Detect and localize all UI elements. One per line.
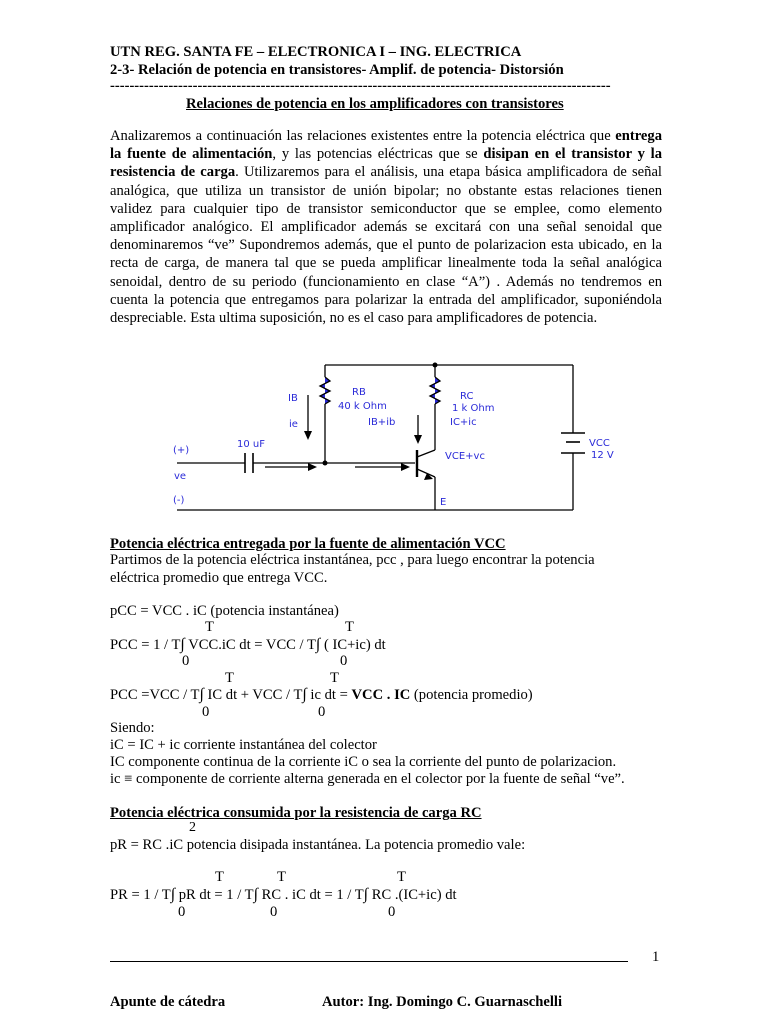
transistor-collector-leg — [417, 450, 435, 457]
label-ib: IB — [288, 393, 298, 404]
label-vcc-name: VCC — [589, 438, 610, 449]
siendo-label: Siendo: — [110, 720, 155, 736]
page-title: Relaciones de potencia en los amplificadores con transistores — [186, 96, 564, 112]
amplifier-circuit-diagram — [165, 355, 615, 520]
section2-title: Potencia eléctrica consumida por la resistencia de carga RC — [110, 805, 482, 821]
eq3-part-d: (potencia promedio) — [410, 687, 533, 703]
eq3-lower-limit-2: 0 — [318, 704, 326, 720]
pr-upper-limit-2: T — [277, 869, 286, 885]
footer-author: Autor: Ing. Domingo C. Guarnaschelli — [322, 994, 562, 1010]
section1-title: Potencia eléctrica entregada por la fuente de alimentación VCC — [110, 536, 506, 552]
section1-text-2: eléctrica promedio que entrega VCC. — [110, 570, 328, 586]
eq2-upper-limit-1: T — [205, 619, 214, 635]
equation-pr-instant: pR = RC .iC potencia disipada instantánea. La potencia promedio vale: — [110, 837, 526, 853]
integral-sign: ∫ — [253, 886, 258, 903]
section1-text-1: Partimos de la potencia eléctrica instantánea, pcc , para luego encontrar la potencia — [110, 552, 595, 568]
page-number: 1 — [652, 949, 660, 965]
intro-paragraph — [110, 127, 662, 327]
label-rb-value: 40 k Ohm — [338, 401, 387, 412]
pr-upper-limit-3: T — [397, 869, 406, 885]
equation-pcc-instant: pCC = VCC . iC (potencia instantánea) — [110, 603, 339, 619]
eq3-upper-limit-1: T — [225, 670, 234, 686]
integral-sign: ∫ — [363, 886, 369, 903]
exponent-2: 2 — [189, 820, 196, 835]
label-ic-total: IC+ic — [450, 417, 477, 428]
eq3-part-c: ic dt = — [306, 687, 352, 703]
definition-ic-dc: IC componente continua de la corriente iC o sea la corriente del punto de polarizacion. — [110, 754, 617, 770]
pr-lower-limit-3: 0 — [388, 904, 396, 920]
equation-pcc-result — [110, 686, 533, 704]
integral-sign: ∫ — [199, 686, 204, 703]
pr-part-a: PR = 1 / T — [110, 887, 171, 903]
pr-part-c: RC . iC dt = 1 / T — [257, 887, 364, 903]
rb-resistor-symbol — [320, 377, 330, 404]
eq2-lower-limit-1: 0 — [182, 653, 190, 669]
intro-bold-2: disipan en el transistor y la resistencia de carga — [110, 146, 662, 181]
pr-lower-limit-1: 0 — [178, 904, 186, 920]
label-minus: (-) — [173, 495, 185, 506]
label-rc-value: 1 k Ohm — [452, 403, 495, 414]
base-arrow-head — [401, 463, 410, 471]
label-vcc-value: 12 V — [591, 450, 614, 461]
eq3-upper-limit-2: T — [330, 670, 339, 686]
intro-text-3: . Utilizaremos para el análisis, una etapa básica amplificadora de señal analógica, que utiliza un transistor de unión bipolar; no obstante estas relaciones tienen validez para cualquier tipo de transistor semiconductor que se emplee, como elemento amplificador analógico. El amplificador además se excitará con una señal senoidal que denominaremos “ve” Supondremos además, que el punto de polarizacion esta ubicado, en la recta de carga, de manera tal que se pueda amplificar linealmente toda la señal analógica senoidal, dentro de su periodo (funcionamiento en clase “A”) . Además no tendremos en cuenta la potencia que entregamos para polarizar la entrada del amplificador, suponiéndola despreciable. Esta ultima suposición, no es el caso para amplificadores de potencia. — [110, 164, 662, 327]
header-line-2: 2-3- Relación de potencia en transistores- Amplif. de potencia- Distorsión — [110, 62, 564, 78]
footer-left: Apunte de cátedra — [110, 994, 226, 1010]
pr-part-b: pR dt = 1 / T — [175, 887, 254, 903]
intro-bold-1: entrega la fuente de alimentación — [110, 128, 662, 163]
integral-sign: ∫ — [302, 686, 307, 703]
eq2-part-a: PCC = 1 / T — [110, 637, 181, 653]
eq3-part-b: IC dt + VCC / T — [203, 687, 303, 703]
top-junction-dot — [433, 363, 438, 368]
label-ve: ve — [174, 471, 187, 482]
label-capacitor: 10 uF — [237, 439, 265, 450]
label-vce: VCE+vc — [445, 451, 485, 462]
definition-ic-ac: ic ≡ componente de corriente alterna generada en el colector por la fuente de señal “ve”. — [110, 771, 625, 787]
eq3-lower-limit-1: 0 — [202, 704, 210, 720]
pr-lower-limit-2: 0 — [270, 904, 278, 920]
label-emitter: E — [440, 497, 447, 508]
footer-rule — [110, 961, 628, 962]
label-rc-name: RC — [460, 391, 474, 402]
integral-sign: ∫ — [315, 636, 321, 653]
eq2-part-c: ( IC+ic) dt — [320, 637, 386, 653]
eq2-lower-limit-2: 0 — [340, 653, 348, 669]
integral-sign: ∫ — [170, 886, 176, 903]
integral-sign: ∫ — [180, 636, 185, 653]
pr-part-d: RC .(IC+ic) dt — [368, 887, 457, 903]
definition-ic-instant: iC = IC + ic corriente instantánea del colector — [110, 737, 377, 753]
input-arrow-head — [308, 463, 317, 471]
base-junction-dot — [323, 461, 328, 466]
intro-text-2: , y las potencias eléctricas que se — [272, 146, 484, 163]
label-ie: ie — [289, 419, 298, 430]
pr-upper-limit-1: T — [215, 869, 224, 885]
header-dashes: ------------------------------------------------------------------------------------------------------- — [110, 78, 611, 94]
eq3-part-a: PCC =VCC / T — [110, 687, 200, 703]
equation-pcc-average — [110, 636, 386, 654]
eq2-part-b: VCC.iC dt = VCC / T — [184, 637, 316, 653]
ib-arrow-head — [304, 431, 312, 440]
ic-arrow-head — [414, 435, 422, 444]
label-ib-total: IB+ib — [368, 417, 396, 428]
header-line-1: UTN REG. SANTA FE – ELECTRONICA I – ING. ELECTRICA — [110, 44, 522, 60]
label-rb-name: RB — [352, 387, 366, 398]
equation-pr-average — [110, 886, 457, 904]
label-plus: (+) — [173, 445, 190, 456]
eq3-result-bold: VCC . IC — [351, 687, 411, 703]
eq2-upper-limit-2: T — [345, 619, 354, 635]
intro-text-1: Analizaremos a continuación las relaciones existentes entre la potencia eléctrica que — [110, 128, 616, 144]
rc-resistor-symbol — [430, 377, 440, 404]
